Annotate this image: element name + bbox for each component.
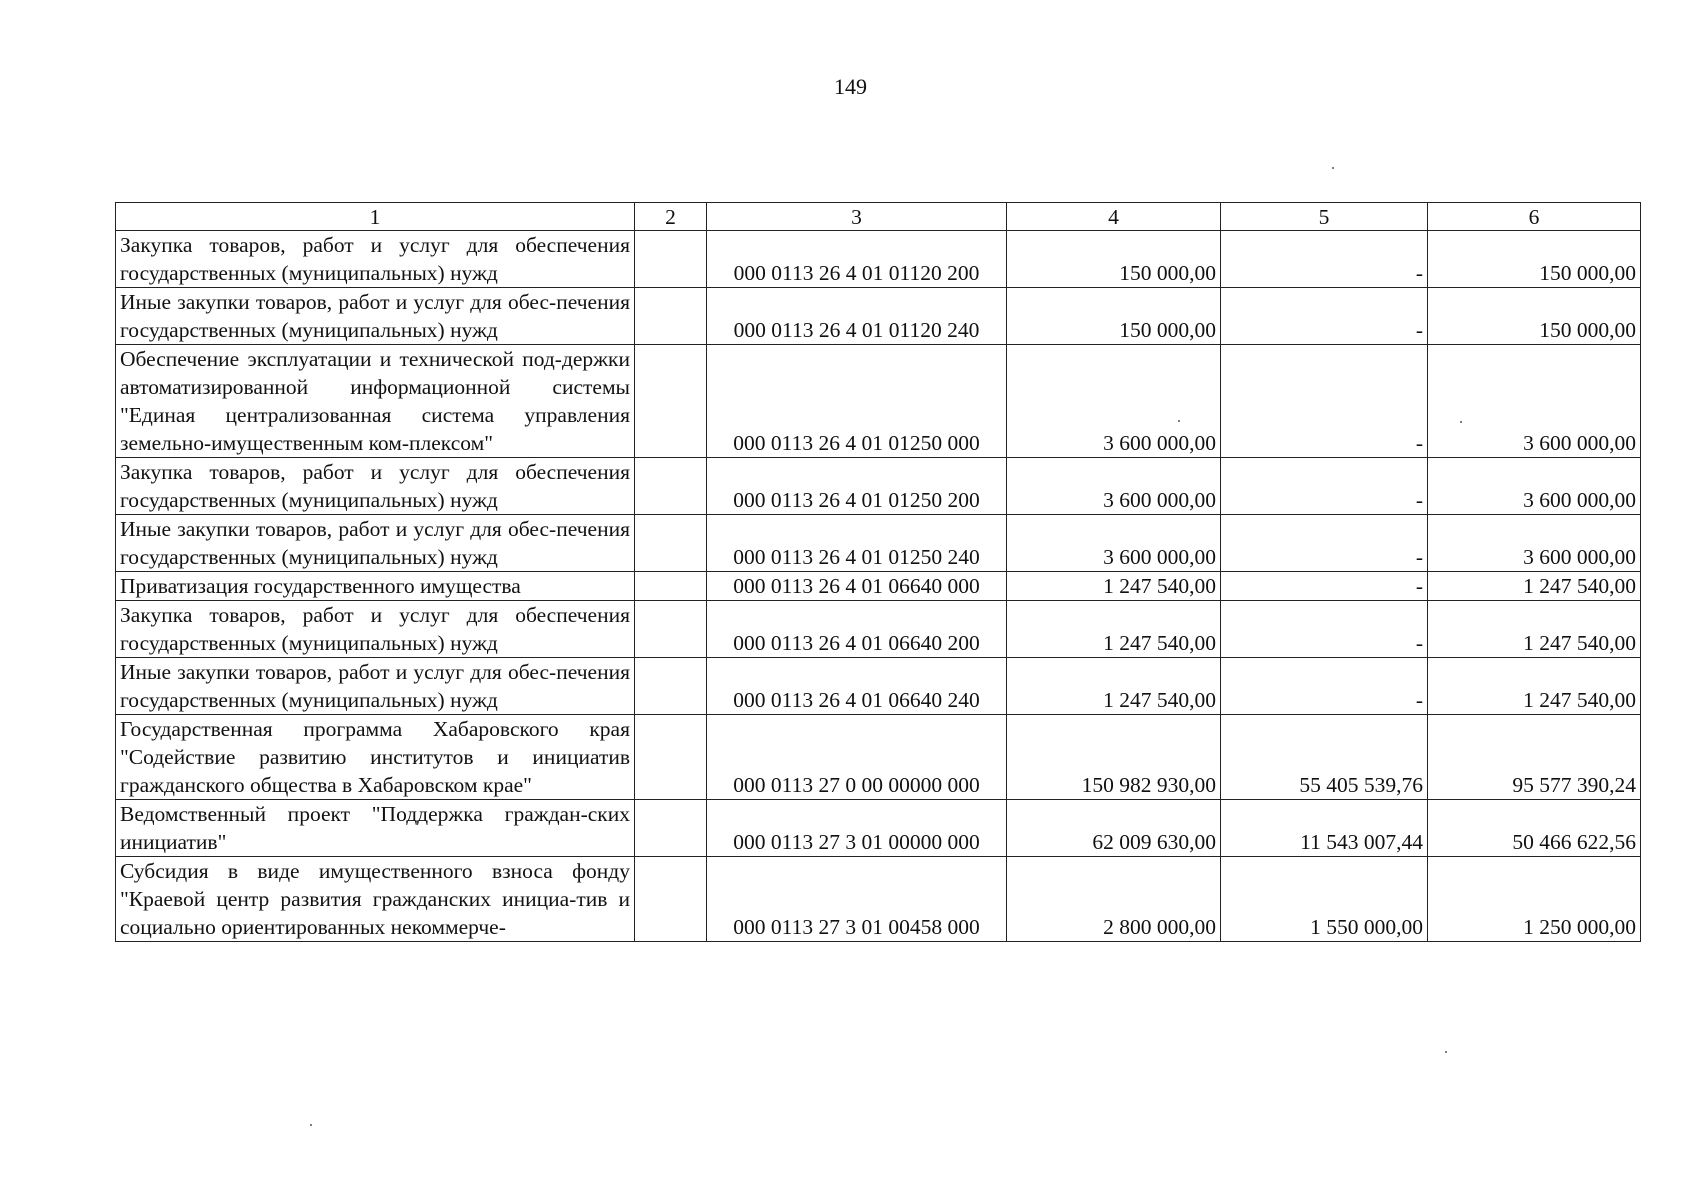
row-col4: 62 009 630,00 <box>1007 800 1221 857</box>
header-row <box>116 203 1641 231</box>
table-row <box>116 288 1641 345</box>
row-name: Ведомственный проект "Поддержка граждан-ских инициатив" <box>116 800 635 857</box>
row-col6: 3 600 000,00 <box>1428 515 1641 572</box>
row-col5: - <box>1221 458 1428 515</box>
table-header <box>116 203 1641 231</box>
row-name: Приватизация государственного имущества <box>116 572 635 601</box>
row-name: Иные закупки товаров, работ и услуг для обес-печения государственных (муниципальных) нужд <box>116 288 635 345</box>
row-code: 000 0113 26 4 01 06640 200 <box>707 601 1007 658</box>
row-col5: 11 543 007,44 <box>1221 800 1428 857</box>
page-number: 149 <box>834 74 867 99</box>
row-col6: 1 247 540,00 <box>1428 601 1641 658</box>
row-code: 000 0113 26 4 01 01250 200 <box>707 458 1007 515</box>
scan-speck <box>310 1124 312 1126</box>
row-code: 000 0113 26 4 01 06640 240 <box>707 658 1007 715</box>
row-name: Государственная программа Хабаровского края "Содействие развитию институтов и инициатив гражданского общества в Хабаровском крае" <box>116 715 635 800</box>
row-col2 <box>635 515 707 572</box>
table-row <box>116 857 1641 942</box>
budget-table <box>115 202 1641 942</box>
row-name: Обеспечение эксплуатации и технической под-держки автоматизированной информационной системы "Единая централизованная система управления земельно-имущественным ком-плексом" <box>116 345 635 458</box>
table-row <box>116 658 1641 715</box>
row-code: 000 0113 26 4 01 01250 000 <box>707 345 1007 458</box>
header-col-4: 4 <box>1007 203 1221 231</box>
row-col6: 95 577 390,24 <box>1428 715 1641 800</box>
row-col2 <box>635 658 707 715</box>
table-body <box>116 231 1641 942</box>
scan-speck <box>1178 420 1180 422</box>
row-col4: 150 000,00 <box>1007 231 1221 288</box>
row-col6: 150 000,00 <box>1428 288 1641 345</box>
table-row <box>116 458 1641 515</box>
table-row <box>116 572 1641 601</box>
row-code: 000 0113 26 4 01 06640 000 <box>707 572 1007 601</box>
row-code: 000 0113 27 0 00 00000 000 <box>707 715 1007 800</box>
scan-speck <box>1332 167 1334 169</box>
row-col5: 1 550 000,00 <box>1221 857 1428 942</box>
header-col-2: 2 <box>635 203 707 231</box>
row-code: 000 0113 26 4 01 01120 240 <box>707 288 1007 345</box>
row-col2 <box>635 231 707 288</box>
row-col4: 1 247 540,00 <box>1007 572 1221 601</box>
row-name: Иные закупки товаров, работ и услуг для обес-печения государственных (муниципальных) нужд <box>116 658 635 715</box>
table-row <box>116 231 1641 288</box>
row-name: Закупка товаров, работ и услуг для обеспечения государственных (муниципальных) нужд <box>116 601 635 658</box>
row-name: Субсидия в виде имущественного взноса фонду "Краевой центр развития гражданских инициа-тив и социально ориентированных некоммерче- <box>116 857 635 942</box>
row-col4: 1 247 540,00 <box>1007 601 1221 658</box>
row-col2 <box>635 601 707 658</box>
row-col4: 1 247 540,00 <box>1007 658 1221 715</box>
row-col5: - <box>1221 572 1428 601</box>
row-col4: 3 600 000,00 <box>1007 515 1221 572</box>
row-code: 000 0113 27 3 01 00458 000 <box>707 857 1007 942</box>
table-row <box>116 800 1641 857</box>
row-col6: 150 000,00 <box>1428 231 1641 288</box>
header-col-1: 1 <box>116 203 635 231</box>
row-col2 <box>635 345 707 458</box>
row-code: 000 0113 26 4 01 01120 200 <box>707 231 1007 288</box>
row-code: 000 0113 26 4 01 01250 240 <box>707 515 1007 572</box>
row-col6: 3 600 000,00 <box>1428 345 1641 458</box>
row-col6: 1 247 540,00 <box>1428 658 1641 715</box>
table-row <box>116 715 1641 800</box>
header-col-6: 6 <box>1428 203 1641 231</box>
row-col2 <box>635 458 707 515</box>
row-col5: - <box>1221 515 1428 572</box>
row-col4: 150 982 930,00 <box>1007 715 1221 800</box>
row-col2 <box>635 857 707 942</box>
table-row <box>116 345 1641 458</box>
row-name: Закупка товаров, работ и услуг для обеспечения государственных (муниципальных) нужд <box>116 231 635 288</box>
row-col2 <box>635 288 707 345</box>
scan-speck <box>1460 421 1462 423</box>
header-col-5: 5 <box>1221 203 1428 231</box>
row-col2 <box>635 715 707 800</box>
row-col6: 50 466 622,56 <box>1428 800 1641 857</box>
row-col5: - <box>1221 601 1428 658</box>
row-col4: 3 600 000,00 <box>1007 458 1221 515</box>
row-name: Иные закупки товаров, работ и услуг для обес-печения государственных (муниципальных) нужд <box>116 515 635 572</box>
row-col2 <box>635 800 707 857</box>
row-col4: 2 800 000,00 <box>1007 857 1221 942</box>
row-name: Закупка товаров, работ и услуг для обеспечения государственных (муниципальных) нужд <box>116 458 635 515</box>
scan-speck <box>1445 1051 1447 1053</box>
row-col5: 55 405 539,76 <box>1221 715 1428 800</box>
row-col5: - <box>1221 288 1428 345</box>
row-col4: 150 000,00 <box>1007 288 1221 345</box>
row-code: 000 0113 27 3 01 00000 000 <box>707 800 1007 857</box>
row-col4: 3 600 000,00 <box>1007 345 1221 458</box>
row-col5: - <box>1221 345 1428 458</box>
row-col5: - <box>1221 658 1428 715</box>
row-col5: - <box>1221 231 1428 288</box>
row-col6: 3 600 000,00 <box>1428 458 1641 515</box>
row-col6: 1 247 540,00 <box>1428 572 1641 601</box>
table-row <box>116 515 1641 572</box>
row-col2 <box>635 572 707 601</box>
row-col6: 1 250 000,00 <box>1428 857 1641 942</box>
table-row <box>116 601 1641 658</box>
header-col-3: 3 <box>707 203 1007 231</box>
